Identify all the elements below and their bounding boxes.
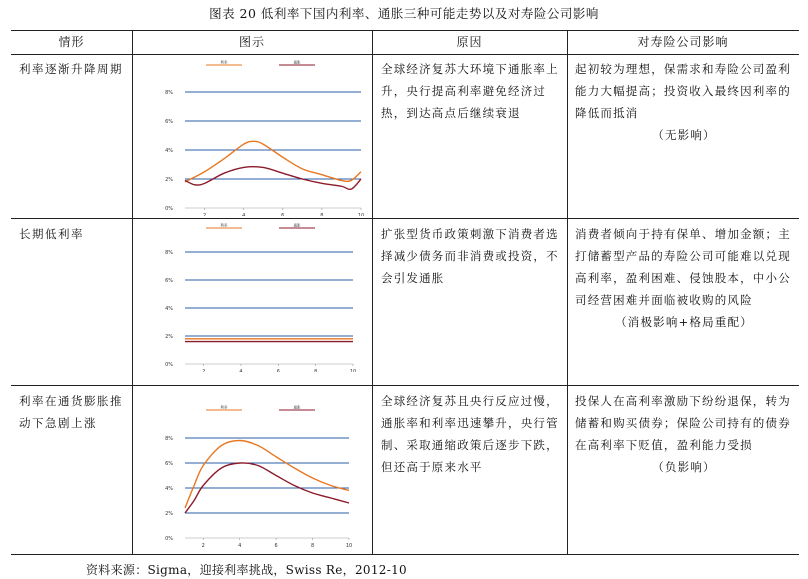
row-1-situation: 利率逐渐升降周期 [19, 62, 123, 76]
x-tick-label: 2 [201, 543, 205, 549]
table-rule [11, 54, 799, 55]
row-1-reason: 全球经济复苏大环境下通胀率上升，央行提高利率避免经济过热，到达高点后继续衰退 [381, 62, 559, 120]
row-1-impact-text: 起初较为理想，保需求和寿险公司盈利能力大幅提高；投资收入最终因利率的降低而抵消 [575, 62, 791, 120]
x-tick-label: 4 [239, 369, 243, 372]
table-rule [372, 30, 373, 555]
row-3-impact-note: （负影响） [652, 460, 716, 474]
row-2-impact-text: 消费者倾向于持有保单、增加金额；主打储蓄型产品的寿险公司可能难以兑现高利率，盈利困难、侵蚀股本，中小公司经营困难并面临被收购的风险 [575, 227, 791, 307]
y-tick-label: 0% [165, 362, 173, 368]
y-tick-label: 4% [165, 148, 173, 154]
header-figure: 图示 [238, 35, 265, 49]
inflation-surge-chart [151, 398, 366, 550]
row-2-impact-note: （消极影响+格局重配） [615, 315, 753, 329]
y-tick-label: 8% [165, 436, 173, 442]
y-tick-label: 2% [165, 511, 173, 517]
x-tick-label: 8 [320, 213, 324, 216]
x-tick-label: 8 [310, 543, 315, 549]
long-low-rate-chart [151, 222, 366, 372]
row-2-reason: 扩张型货币政策刺激下消费者选择减少债务而非消费或投资，不会引发通胀 [381, 227, 559, 285]
row-1-impact-note: （无影响） [652, 128, 716, 142]
x-tick-label: 2 [202, 213, 207, 216]
y-tick-label: 6% [165, 461, 173, 467]
y-tick-label: 6% [165, 278, 173, 284]
legend-label: 利率 [220, 60, 228, 65]
x-tick-label: 10 [345, 543, 353, 549]
y-tick-label: 8% [165, 90, 173, 96]
legend-label: 利率 [220, 223, 228, 228]
row-1-impact [575, 58, 793, 146]
comparison-table [11, 30, 799, 555]
row-3-impact [575, 390, 793, 478]
x-tick-label: 8 [314, 369, 318, 372]
x-tick-label: 6 [276, 369, 280, 372]
row-2-impact [575, 223, 793, 333]
x-tick-label: 2 [202, 369, 206, 372]
y-tick-label: 2% [165, 177, 173, 183]
table-rule [11, 218, 799, 219]
legend-label: 利率 [220, 405, 228, 410]
y-tick-label: 0% [165, 536, 173, 542]
x-tick-label: 10 [357, 213, 365, 216]
table-rule [11, 385, 799, 386]
x-tick-label: 6 [281, 213, 285, 216]
rate-cycle-chart [151, 58, 366, 216]
row-2-situation: 长期低利率 [19, 227, 84, 241]
header-impact: 对寿险公司影响 [637, 35, 729, 49]
table-rule [567, 30, 568, 555]
y-tick-label: 8% [165, 250, 173, 256]
y-tick-label: 2% [165, 334, 173, 340]
y-tick-label: 4% [165, 486, 173, 492]
x-tick-label: 4 [238, 543, 242, 549]
table-rule [11, 554, 799, 555]
row-3-reason: 全球经济复苏且央行反应过慢，通胀率和利率迅速攀升，央行管制、采取通缩政策后逐步下跌，但还高于原来水平 [381, 394, 559, 474]
y-tick-label: 6% [165, 119, 173, 125]
y-tick-label: 4% [165, 306, 173, 312]
series-line-rate [185, 441, 349, 509]
table-rule [132, 30, 133, 555]
series-line-rate [185, 141, 361, 182]
y-tick-label: 0% [165, 206, 173, 212]
x-tick-label: 6 [274, 543, 278, 549]
x-tick-label: 10 [349, 369, 357, 372]
legend-label: 通胀 [293, 223, 301, 228]
x-tick-label: 4 [242, 213, 246, 216]
header-situation: 情形 [58, 35, 85, 49]
source-note: 资料来源：Sigma，迎接利率挑战，Swiss Re，2012-10 [86, 563, 407, 577]
row-3-situation: 利率在通货膨胀推动下急剧上涨 [19, 394, 123, 430]
figure-title: 图表 20 低利率下国内利率、通胀三种可能走势以及对寿险公司影响 [209, 6, 599, 21]
legend-label: 通胀 [293, 60, 301, 65]
row-3-impact-text: 投保人在高利率激励下纷纷退保，转为储蓄和购买债券；保险公司持有的债券在高利率下贬值，盈利能力受损 [575, 394, 791, 452]
legend-label: 通胀 [293, 405, 301, 410]
header-reason: 原因 [456, 35, 483, 49]
